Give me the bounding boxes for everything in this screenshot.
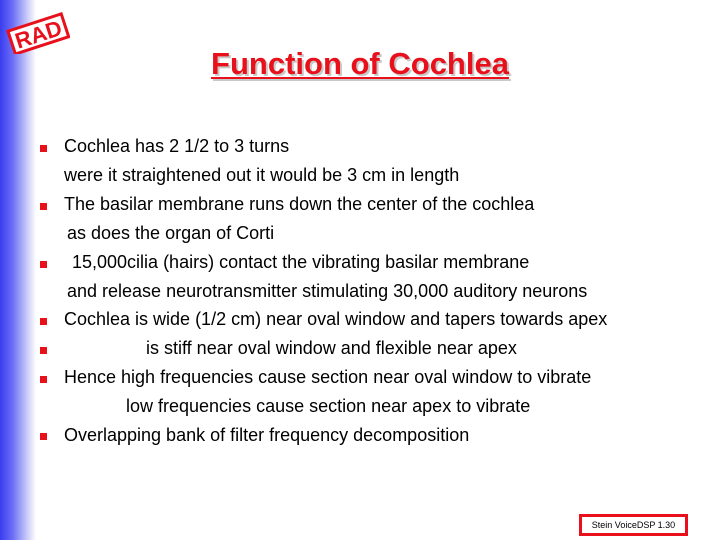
bullet-marker [40,318,47,325]
bullet-marker [40,203,47,210]
body-line: 15,000cilia (hairs) contact the vibrating basilar membrane [62,252,530,272]
bullet-marker [40,376,47,383]
body-line: Overlapping bank of filter frequency decomposition [64,425,470,445]
logo-text: RAD [11,15,65,54]
body-line: low frequencies cause section near apex to vibrate [126,396,531,416]
body-line: and release neurotransmitter stimulating 30,000 auditory neurons [62,281,588,301]
footer-label: Stein VoiceDSP 1.30 [582,517,685,533]
bullet-marker [40,145,47,152]
bullet-marker [40,433,47,440]
body-line: were it straightened out it would be 3 cm in length [64,165,460,185]
body-line: The basilar membrane runs down the center of the cochlea [64,194,535,214]
slide-title: Function of Cochlea [211,46,509,81]
body-line: Hence high frequencies cause section near oval window to vibrate [64,367,592,387]
body-line: as does the organ of Corti [62,223,275,243]
body-line: Cochlea has 2 1/2 to 3 turns [64,136,290,156]
bullet-marker [40,261,47,268]
body-line: Cochlea is wide (1/2 cm) near oval window and tapers towards apex [64,309,608,329]
slide-footer [579,514,688,536]
body-line: is stiff near oval window and flexible near apex [146,338,517,358]
bullet-marker [40,347,47,354]
